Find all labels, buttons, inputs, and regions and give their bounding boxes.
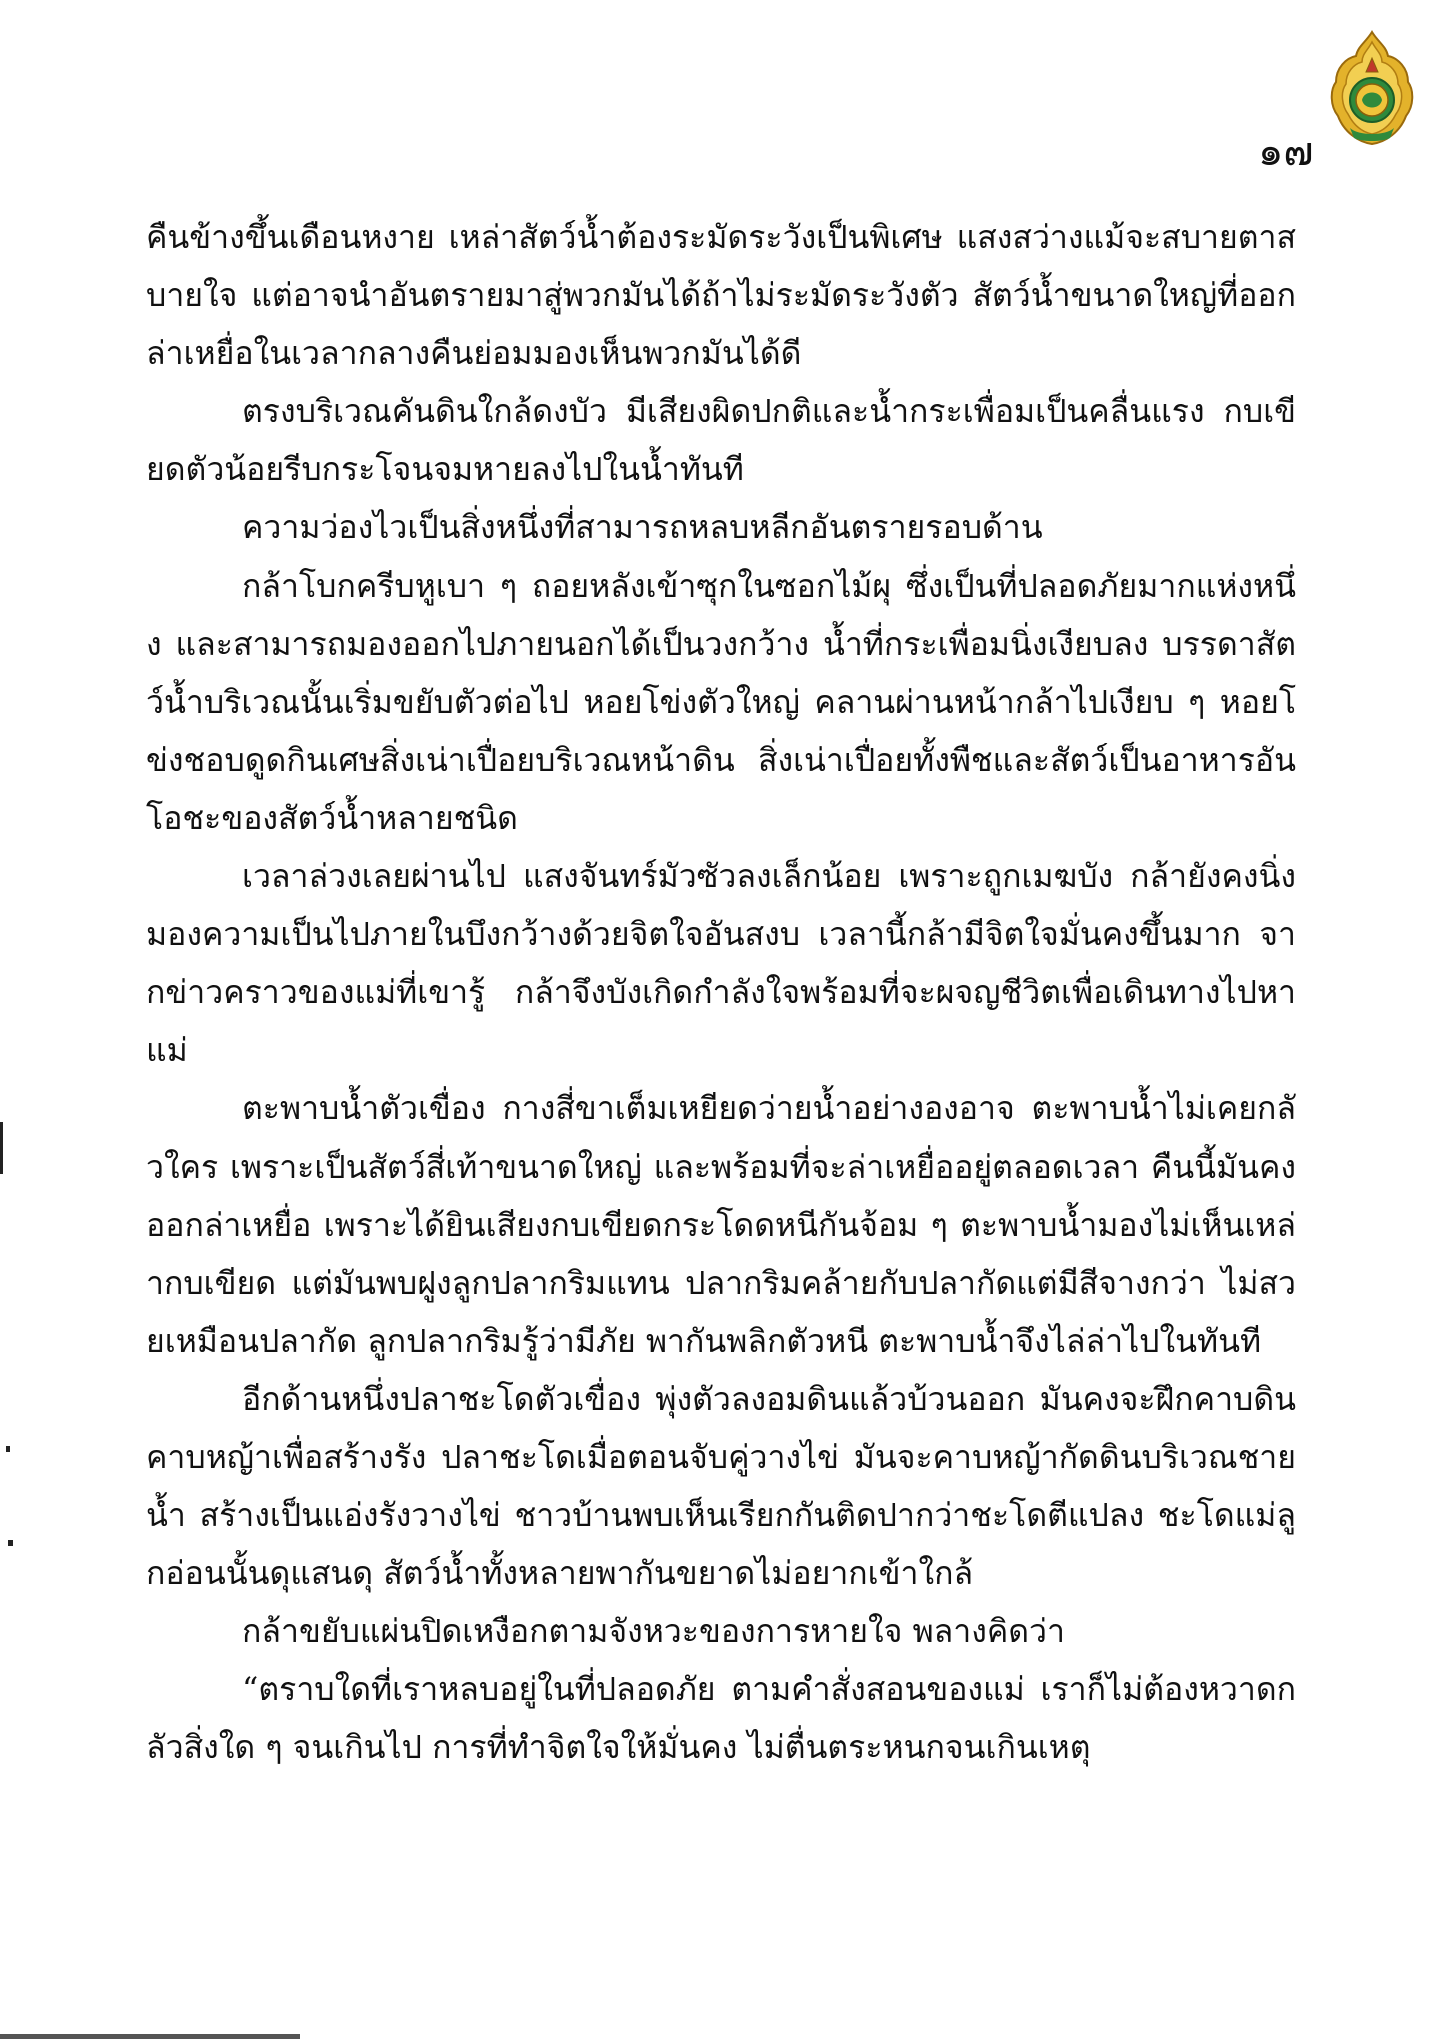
- body-text: [146, 208, 1296, 1777]
- page-number: ๑๗: [1258, 129, 1314, 175]
- scan-mark: [0, 1122, 3, 1174]
- scan-mark: [6, 1446, 10, 1452]
- paragraph: คืนข้างขึ้นเดือนหงาย เหล่าสัตว์น้ำต้องระมัดระวังเป็นพิเศษ แสงสว่างแม้จะสบายตาสบายใจ แต่อาจนำอันตรายมาสู่พวกมันได้ถ้าไม่ระมัดระวังตัว สัตว์น้ำขนาดใหญ่ที่ออกล่าเหยื่อในเวลากลางคืนย่อมมองเห็นพวกมันได้ดี: [146, 218, 1296, 373]
- school-emblem-icon: [1328, 28, 1416, 148]
- paragraph: เวลาล่วงเลยผ่านไป แสงจันทร์มัวซัวลงเล็กน้อย เพราะถูกเมฆบัง กล้ายังคงนิ่งมองความเป็นไปภายในบึงกว้างด้วยจิตใจอันสงบ เวลานี้กล้ามีจิตใจมั่นคงขึ้นมาก จากข่าวคราวของแม่ที่เขารู้ กล้าจึงบังเกิดกำลังใจพร้อมที่จะผจญชีวิตเพื่อเดินทางไปหาแม่: [146, 857, 1296, 1070]
- scan-edge: [0, 2034, 300, 2039]
- scan-mark: [8, 1540, 13, 1546]
- paragraph: ตะพาบน้ำตัวเขื่อง กางสี่ขาเต็มเหยียดว่ายน้ำอย่างองอาจ ตะพาบน้ำไม่เคยกลัวใคร เพราะเป็นสัตว์สี่เท้าขนาดใหญ่ และพร้อมที่จะล่าเหยื่ออยู่ตลอดเวลา คืนนี้มันคงออกล่าเหยื่อ เพราะได้ยินเสียงกบเขียดกระโดดหนีกันจ้อม ๆ ตะพาบน้ำมองไม่เห็นเหล่ากบเขียด แต่มันพบฝูงลูกปลากริมแทน ปลากริมคล้ายกับปลากัดแต่มีสีจางกว่า ไม่สวยเหมือนปลากัด ลูกปลากริมรู้ว่ามีภัย พากันพลิกตัวหนี ตะพาบน้ำจึงไล่ล่าไปในทันที: [146, 1089, 1296, 1360]
- paragraph: “ตราบใดที่เราหลบอยู่ในที่ปลอดภัย ตามคำสั่งสอนของแม่ เราก็ไม่ต้องหวาดกลัวสิ่งใด ๆ จนเกินไป การที่ทำจิตใจให้มั่นคง ไม่ตื่นตระหนกจนเกินเหตุ: [146, 1670, 1296, 1767]
- paragraph: อีกด้านหนึ่งปลาชะโดตัวเขื่อง พุ่งตัวลงอมดินแล้วบ้วนออก มันคงจะฝึกคาบดินคาบหญ้าเพื่อสร้างรัง ปลาชะโดเมื่อตอนจับคู่วางไข่ มันจะคาบหญ้ากัดดินบริเวณชายน้ำ สร้างเป็นแอ่งรังวางไข่ ชาวบ้านพบเห็นเรียกกันติดปากว่าชะโดตีแปลง ชะโดแม่ลูกอ่อนนั้นดุแสนดุ สัตว์น้ำทั้งหลายพากันขยาดไม่อยากเข้าใกล้: [146, 1379, 1296, 1593]
- paragraph: ความว่องไวเป็นสิ่งหนึ่งที่สามารถหลบหลีกอันตรายรอบด้าน: [242, 508, 1043, 547]
- paragraph: กล้าขยับแผ่นปิดเหงือกตามจังหวะของการหายใจ พลางคิดว่า: [242, 1612, 1065, 1651]
- paragraph: กล้าโบกครีบหูเบา ๆ ถอยหลังเข้าซุกในซอกไม้ผุ ซึ่งเป็นที่ปลอดภัยมากแห่งหนึ่ง และสามารถมองออกไปภายนอกได้เป็นวงกว้าง น้ำที่กระเพื่อมนิ่งเงียบลง บรรดาสัตว์น้ำบริเวณนั้นเริ่มขยับตัวต่อไป หอยโข่งตัวใหญ่ คลานผ่านหน้ากล้าไปเงียบ ๆ หอยโข่งชอบดูดกินเศษสิ่งเน่าเปื่อยบริเวณหน้าดิน สิ่งเน่าเปื่อยทั้งพืชและสัตว์เป็นอาหารอันโอชะของสัตว์น้ำหลายชนิด: [146, 566, 1296, 837]
- paragraph: ตรงบริเวณคันดินใกล้ดงบัว มีเสียงผิดปกติและน้ำกระเพื่อมเป็นคลื่นแรง กบเขียดตัวน้อยรีบกระโจนจมหายลงไปในน้ำทันที: [146, 392, 1296, 489]
